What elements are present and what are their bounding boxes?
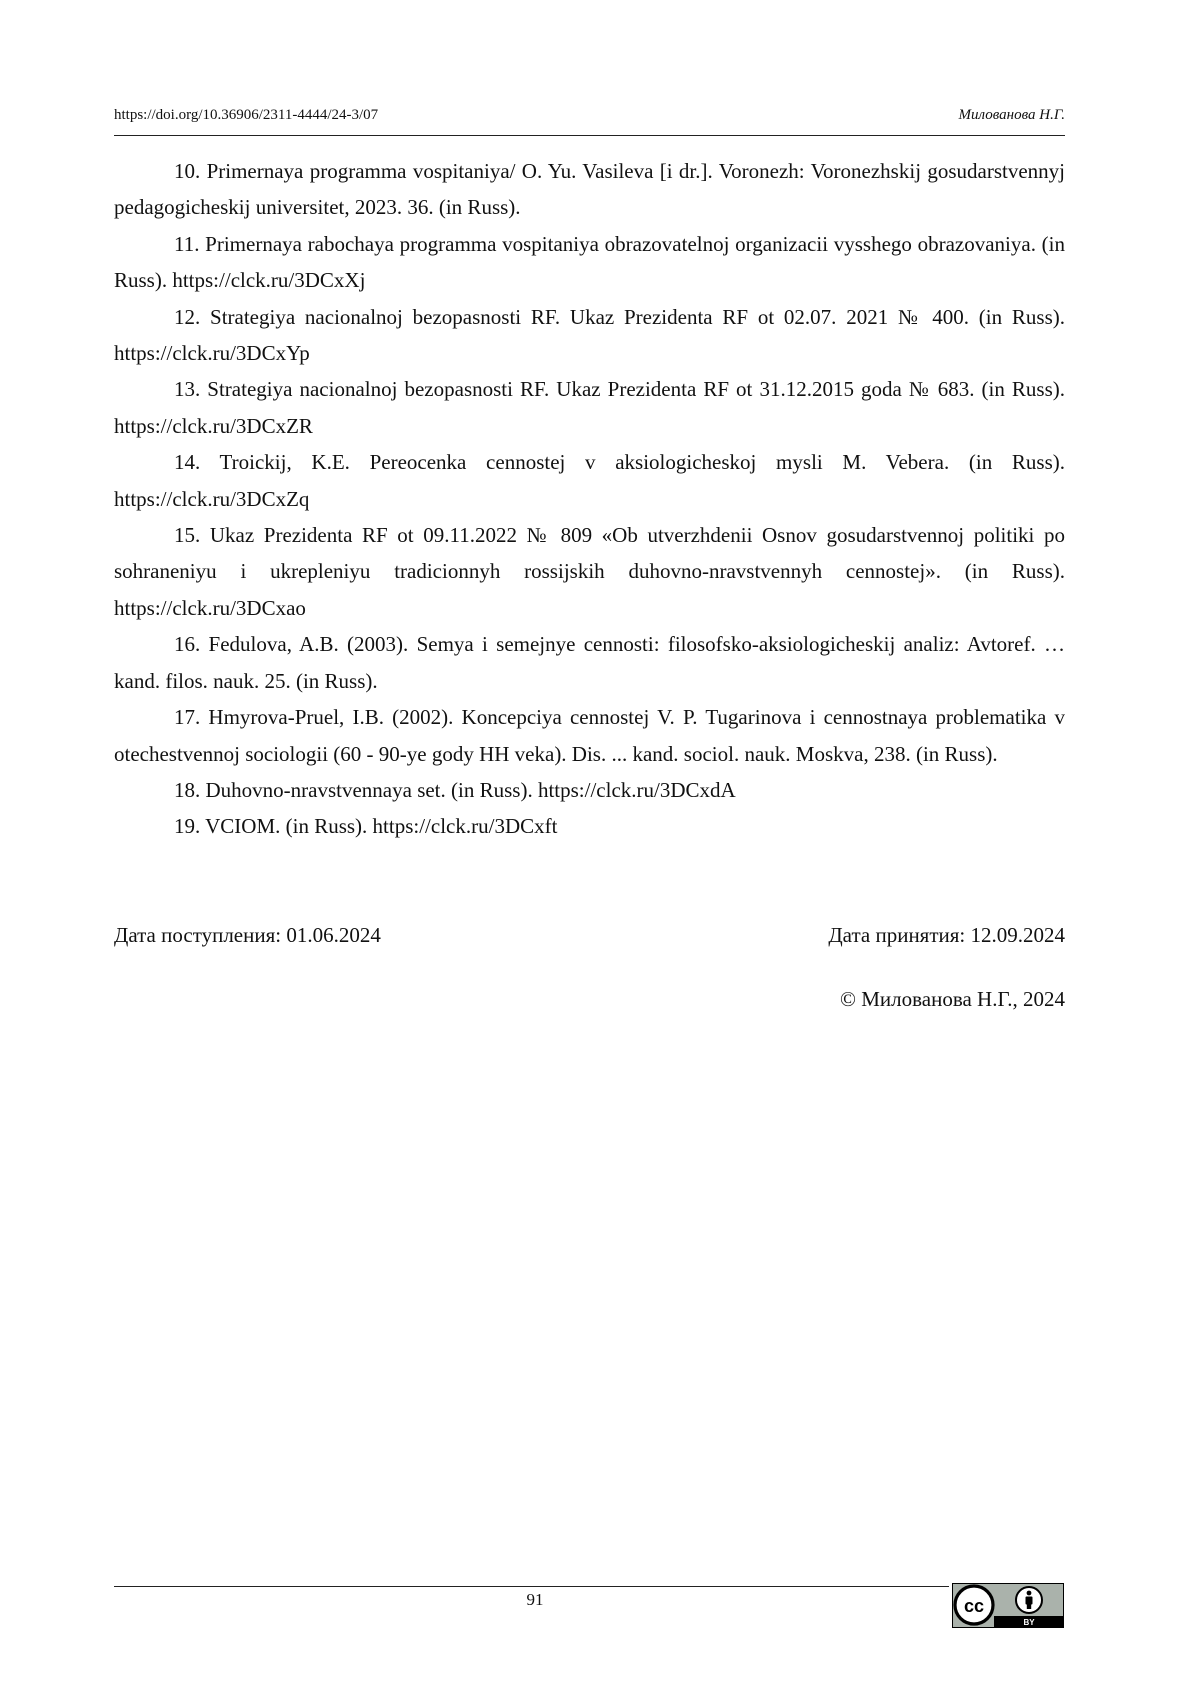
accepted-date: Дата принятия: 12.09.2024: [828, 923, 1065, 947]
reference-item: 16. Fedulova, A.B. (2003). Semya i semejnye cennosti: filosofsko-aksiologicheskij analiz: Avtoref. … kand. filos. nauk. 25. (in Russ).: [114, 632, 1065, 693]
reference-item: 17. Hmyrova-Pruel, I.B. (2002). Koncepciya cennostej V. P. Tugarinova i cennostnaya problematika v otechestvennoj sociologii (60 - 90-ye gody HH veka). Dis. ... kand. sociol. nauk. Moskva, 238. (in Russ).: [114, 705, 1065, 766]
reference-item: 18. Duhovno-nravstvennaya set. (in Russ). https://clck.ru/3DCxdA: [174, 777, 736, 802]
running-author: Милованова Н.Г.: [958, 107, 1065, 123]
reference-item: 14. Troickij, K.E. Pereocenka cennostej v aksiologicheskoj mysli M. Vebera. (in Russ). https://clck.ru/3DCxZq: [114, 450, 1065, 511]
copyright-notice: © Милованова Н.Г., 2024: [840, 987, 1065, 1011]
reference-item: 12. Strategiya nacionalnoj bezopasnosti RF. Ukaz Prezidenta RF ot 02.07. 2021 № 400. (in Russ). https://clck.ru/3DCxYp: [114, 304, 1065, 366]
reference-item: 19. VCIOM. (in Russ). https://clck.ru/3DCxft: [174, 814, 558, 839]
reference-item: 15. Ukaz Prezidenta RF ot 09.11.2022 № 809 «Ob utverzhdenii Osnov gosudarstvennoj politiki po sohraneniyu i ukrepleniyu tradicionnyh rossijskih duhovno-nravstvennyh cennostej». (in Russ). https://clck.ru/3DCxao: [114, 523, 1065, 620]
license-badge-text: BY: [1023, 1618, 1035, 1627]
reference-list: [114, 153, 1065, 845]
cc-by-license-icon[interactable]: [952, 1583, 1064, 1628]
footer-divider: [114, 1586, 949, 1587]
svg-text:cc: cc: [963, 1596, 985, 1616]
doi-link[interactable]: https://doi.org/10.36906/2311-4444/24-3/07: [114, 107, 379, 123]
reference-item: 11. Primernaya rabochaya programma vospitaniya obrazovatelnoj organizacii vysshego obrazovaniya. (in Russ). https://clck.ru/3DCxXj: [114, 231, 1065, 293]
header-divider: [114, 135, 1065, 136]
reference-item: 10. Primernaya programma vospitaniya/ O. Yu. Vasileva [i dr.]. Voronezh: Voronezhskij gosudarstvennyj pedagogicheskij universitet, 2023. 36. (in Russ).: [114, 159, 1065, 220]
received-date: Дата поступления: 01.06.2024: [114, 923, 381, 947]
page-number: 91: [526, 1590, 544, 1609]
reference-item: 13. Strategiya nacionalnoj bezopasnosti RF. Ukaz Prezidenta RF ot 31.12.2015 goda № 683. (in Russ). https://clck.ru/3DCxZR: [114, 377, 1065, 438]
